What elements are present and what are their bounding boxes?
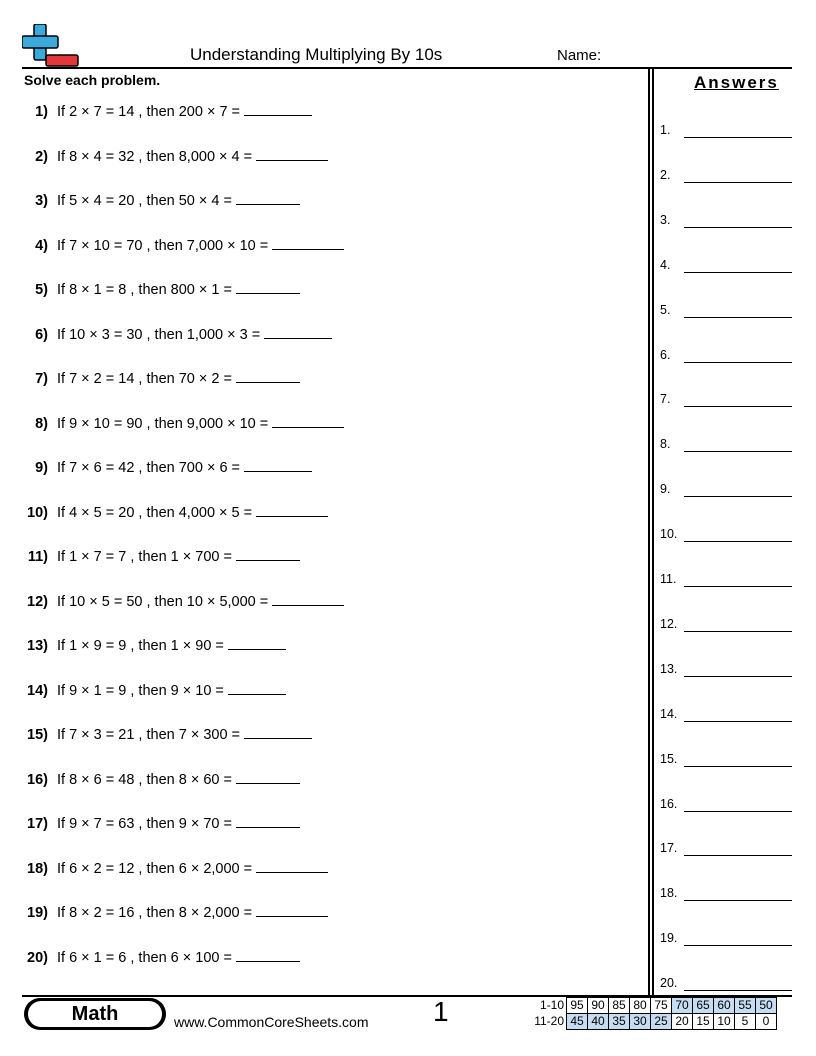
problem-number: 15) (27, 727, 48, 743)
answer-number: 11. (660, 572, 677, 586)
problem-text: If 1 × 9 = 9 , then 1 × 90 = (57, 638, 224, 654)
answer-line[interactable] (684, 945, 792, 946)
score-row-label: 1-10 (539, 998, 564, 1012)
problem-item (0, 324, 332, 344)
answer-blank[interactable] (272, 235, 344, 250)
answers-heading: Answers (694, 73, 779, 92)
answer-number: 15. (660, 751, 678, 766)
answer-blank[interactable] (228, 680, 286, 695)
answer-number: 6. (660, 347, 671, 362)
problem-text: If 7 × 10 = 70 , then 7,000 × 10 = (57, 237, 269, 254)
answer-line[interactable] (684, 676, 792, 677)
problem-number: 6) (35, 326, 48, 343)
problem-number: 7) (35, 371, 48, 387)
answer-number: 16. (660, 796, 678, 811)
problem-number: 18) (27, 860, 48, 877)
problem-number: 1) (35, 104, 48, 120)
problem-item (0, 724, 312, 744)
answer-blank[interactable] (264, 324, 332, 339)
answer-blank[interactable] (272, 413, 344, 428)
answer-line[interactable] (684, 721, 792, 722)
answer-number: 8. (660, 437, 671, 452)
problem-item (0, 457, 312, 477)
plus-minus-logo-icon (22, 24, 80, 68)
problem-item (0, 413, 344, 433)
problem-number: 19) (27, 905, 48, 921)
answer-number: 10. (660, 527, 678, 542)
problem-text: If 9 × 1 = 9 , then 9 × 10 = (57, 682, 224, 699)
problem-text: If 10 × 3 = 30 , then 1,000 × 3 = (57, 326, 261, 343)
problem-number: 4) (35, 237, 48, 254)
answer-number: 12. (660, 616, 678, 631)
score-cell: 0 (756, 1014, 777, 1030)
answer-blank[interactable] (236, 190, 300, 205)
problem-item (0, 858, 328, 878)
problem-text: If 10 × 5 = 50 , then 10 × 5,000 = (57, 593, 269, 610)
answer-line[interactable] (684, 406, 792, 407)
answer-line[interactable] (684, 451, 792, 452)
score-cell: 10 (714, 1014, 735, 1030)
subject-label: Math (28, 1001, 162, 1027)
problem-item (0, 902, 328, 922)
score-cell: 15 (693, 1014, 714, 1030)
score-cell: 95 (567, 998, 588, 1014)
problem-number: 9) (35, 460, 48, 476)
problem-item (0, 635, 286, 655)
answer-number: 20. (660, 976, 678, 991)
problem-item (0, 235, 344, 255)
problem-item (0, 368, 300, 388)
problem-text: If 7 × 6 = 42 , then 700 × 6 = (57, 460, 241, 476)
score-cell: 50 (756, 998, 777, 1014)
problem-item (0, 190, 300, 210)
score-cell: 20 (672, 1014, 693, 1030)
website-link[interactable]: www.CommonCoreSheets.com (174, 1014, 369, 1030)
answer-blank[interactable] (244, 457, 312, 472)
problem-item (0, 146, 328, 166)
answer-line[interactable] (684, 137, 792, 138)
problem-item (0, 101, 312, 121)
problem-item (0, 502, 328, 522)
problem-number: 12) (27, 593, 48, 610)
score-cell: 30 (630, 1014, 651, 1030)
answer-blank[interactable] (244, 724, 312, 739)
answer-blank[interactable] (244, 101, 312, 116)
score-cell: 35 (609, 1014, 630, 1030)
score-cell: 80 (630, 998, 651, 1014)
answer-line[interactable] (684, 811, 792, 812)
problem-item (0, 769, 300, 789)
page-number: 1 (433, 996, 449, 1027)
answer-line[interactable] (684, 631, 792, 632)
answer-blank[interactable] (236, 813, 300, 828)
answer-blank[interactable] (236, 368, 300, 383)
answer-blank[interactable] (236, 947, 300, 962)
problem-text: If 4 × 5 = 20 , then 4,000 × 5 = (57, 504, 253, 521)
score-cell: 90 (588, 998, 609, 1014)
problem-text: If 1 × 7 = 7 , then 1 × 700 = (57, 549, 232, 565)
name-label: Name: (557, 47, 602, 64)
answer-blank[interactable] (256, 146, 328, 161)
score-cell: 70 (672, 998, 693, 1014)
header-divider (22, 67, 792, 69)
problem-number: 3) (35, 193, 48, 209)
answer-line[interactable] (684, 990, 792, 991)
problem-item (0, 813, 300, 833)
problem-number: 2) (35, 148, 48, 165)
answer-blank[interactable] (256, 858, 328, 873)
problem-text: If 9 × 7 = 63 , then 9 × 70 = (57, 816, 232, 832)
answer-blank[interactable] (236, 279, 300, 294)
column-divider-right (652, 69, 654, 995)
problem-text: If 7 × 3 = 21 , then 7 × 300 = (57, 727, 241, 743)
answer-blank[interactable] (256, 502, 328, 517)
problem-number: 20) (27, 949, 48, 966)
answer-number: 2. (660, 167, 671, 182)
score-cell: 65 (693, 998, 714, 1014)
problem-item (0, 591, 344, 611)
answer-line[interactable] (684, 766, 792, 767)
answer-number: 9. (660, 482, 671, 497)
answer-line[interactable] (684, 496, 792, 497)
problem-text: If 8 × 2 = 16 , then 8 × 2,000 = (57, 905, 253, 921)
problem-number: 11) (27, 549, 48, 565)
answer-number: 14. (660, 706, 678, 721)
answer-blank[interactable] (256, 902, 328, 917)
problem-number: 8) (35, 415, 48, 432)
answer-line[interactable] (684, 855, 792, 856)
answer-number: 5. (660, 302, 671, 317)
answer-number: 1. (660, 123, 671, 137)
problem-text: If 8 × 1 = 8 , then 800 × 1 = (57, 282, 232, 298)
problem-text: If 2 × 7 = 14 , then 200 × 7 = (57, 104, 241, 120)
problem-number: 5) (35, 282, 48, 298)
problem-item (0, 680, 286, 700)
instructions: Solve each problem. (24, 72, 161, 88)
score-row (530, 998, 777, 1014)
answer-line[interactable] (684, 362, 792, 363)
answer-number: 13. (660, 661, 678, 676)
answer-number: 7. (660, 392, 671, 407)
score-cell: 5 (735, 1014, 756, 1030)
answer-line[interactable] (684, 541, 792, 542)
problem-text: If 6 × 1 = 6 , then 6 × 100 = (57, 949, 232, 966)
answer-blank[interactable] (228, 635, 286, 650)
answer-line[interactable] (684, 317, 792, 318)
answer-line[interactable] (684, 900, 792, 901)
score-cell: 40 (588, 1014, 609, 1030)
problem-item (0, 947, 300, 967)
answer-number: 18. (660, 886, 678, 901)
problem-number: 13) (27, 638, 48, 654)
problem-number: 16) (27, 771, 48, 788)
problem-item (0, 546, 300, 566)
problem-number: 10) (27, 504, 48, 521)
column-divider-left (648, 69, 650, 995)
answer-number: 17. (660, 841, 678, 856)
answer-line[interactable] (684, 272, 792, 273)
answer-number: 3. (660, 212, 671, 227)
answer-line[interactable] (684, 227, 792, 228)
answer-blank[interactable] (236, 546, 300, 561)
answer-line[interactable] (684, 182, 792, 183)
score-cell: 60 (714, 998, 735, 1014)
score-cell: 45 (567, 1014, 588, 1030)
answer-blank[interactable] (236, 769, 300, 784)
problem-text: If 5 × 4 = 20 , then 50 × 4 = (57, 193, 232, 209)
problem-text: If 9 × 10 = 90 , then 9,000 × 10 = (57, 415, 269, 432)
problem-text: If 8 × 4 = 32 , then 8,000 × 4 = (57, 148, 253, 165)
problem-number: 14) (27, 682, 48, 699)
answer-blank[interactable] (272, 591, 344, 606)
answer-line[interactable] (684, 586, 792, 587)
subject-badge (24, 998, 166, 1030)
score-cell: 55 (735, 998, 756, 1014)
score-cell: 25 (651, 1014, 672, 1030)
problem-number: 17) (27, 816, 48, 832)
answer-number: 4. (660, 257, 671, 272)
score-cell: 85 (609, 998, 630, 1014)
score-table (530, 997, 777, 1030)
score-cell: 75 (651, 998, 672, 1014)
score-row-label: 11-20 (534, 1014, 564, 1028)
problem-text: If 8 × 6 = 48 , then 8 × 60 = (57, 771, 232, 788)
problem-text: If 7 × 2 = 14 , then 70 × 2 = (57, 371, 232, 387)
score-row (530, 1014, 777, 1030)
answer-number: 19. (660, 931, 678, 946)
worksheet-title: Understanding Multiplying By 10s (190, 45, 443, 64)
problem-text: If 6 × 2 = 12 , then 6 × 2,000 = (57, 860, 253, 877)
problem-item (0, 279, 300, 299)
